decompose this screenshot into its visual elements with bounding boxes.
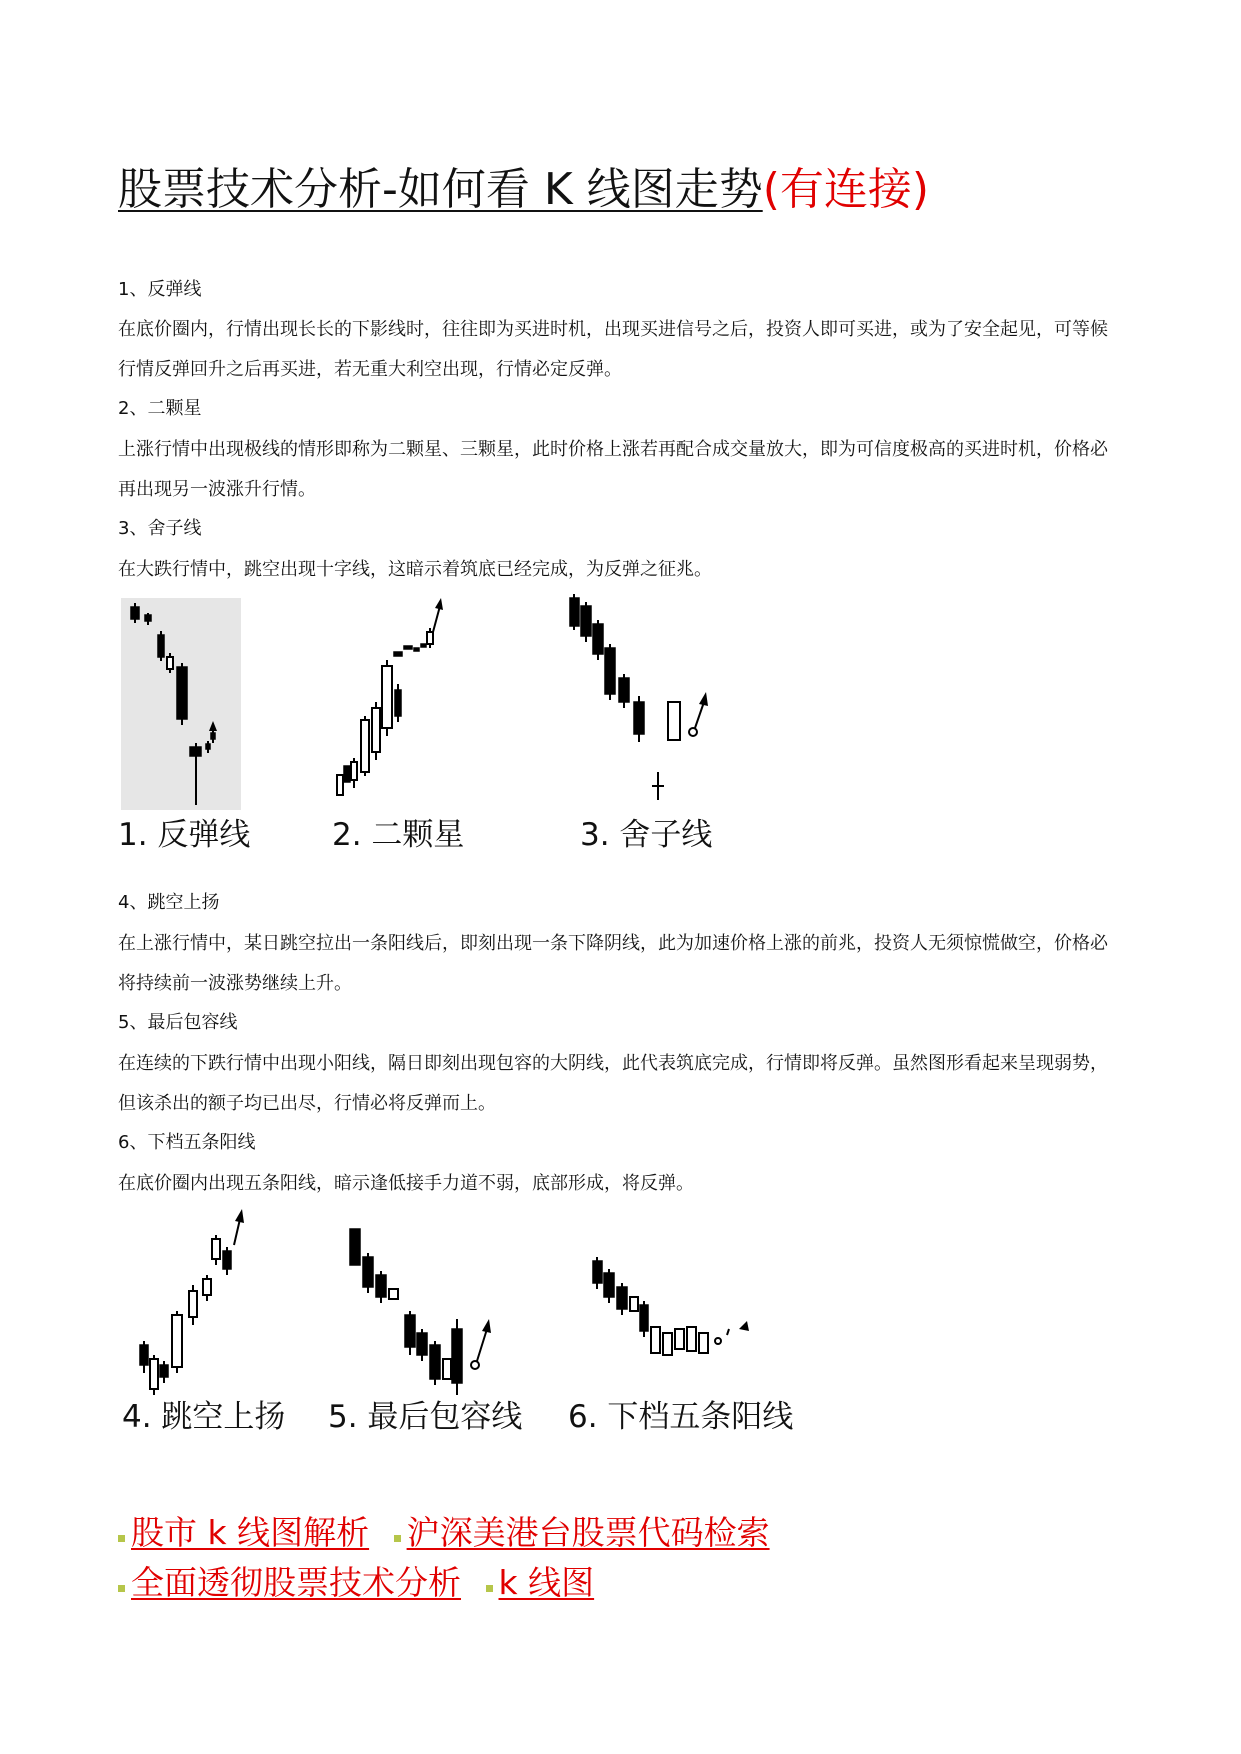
link-kline-analysis[interactable]: 股市 k 线图解析 bbox=[131, 1513, 370, 1552]
candle bbox=[417, 1333, 427, 1355]
candle bbox=[145, 615, 151, 621]
section-heading-2: 2、二颗星 bbox=[118, 398, 202, 419]
candle bbox=[452, 1329, 462, 1383]
candle bbox=[395, 690, 401, 716]
figure-caption-4: 4. 跳空上扬 bbox=[122, 1399, 286, 1435]
candle bbox=[427, 632, 433, 644]
candle bbox=[394, 652, 402, 656]
candle bbox=[699, 1333, 708, 1353]
candle bbox=[160, 1365, 168, 1377]
section-heading-6: 6、下档五条阳线 bbox=[118, 1132, 256, 1153]
candle bbox=[668, 702, 680, 740]
bullet-icon bbox=[486, 1585, 493, 1592]
candle bbox=[675, 1329, 684, 1349]
figure-gap-up bbox=[130, 1205, 260, 1405]
link-item bbox=[486, 1558, 595, 1608]
figure-caption-5: 5. 最后包容线 bbox=[328, 1399, 523, 1435]
figure-caption-6: 6. 下档五条阳线 bbox=[568, 1399, 794, 1435]
section-heading-3: 3、舍子线 bbox=[118, 518, 202, 539]
figure-two-stars bbox=[330, 590, 460, 810]
candle bbox=[177, 667, 187, 719]
link-item bbox=[394, 1508, 770, 1558]
candle bbox=[382, 666, 392, 728]
candle bbox=[131, 607, 139, 619]
section-text-1: 在底价圈内，行情出现长长的下影线时，往往即为买进时机，出现买进信号之后，投资人即可买进，或为了安全起见，可等候行情反弹回升之后再买进，若无重大利空出现，行情必定反弹。 bbox=[118, 319, 1108, 380]
candle bbox=[372, 708, 380, 752]
candle bbox=[651, 1327, 660, 1353]
candle bbox=[619, 678, 629, 702]
section-text-2: 上涨行情中出现极线的情形即称为二颗星、三颗星，此时价格上涨若再配合成交量放大，即为可信度极高的买进时机，价格必再出现另一波涨升行情。 bbox=[118, 439, 1108, 500]
figure-last-engulfing bbox=[340, 1205, 520, 1405]
link-stock-code-search[interactable]: 沪深美港台股票代码检索 bbox=[406, 1513, 770, 1552]
figure-caption-1: 1. 反弹线 bbox=[118, 817, 251, 853]
candle bbox=[206, 744, 210, 749]
candle bbox=[405, 1315, 415, 1347]
section-heading-5: 5、最后包容线 bbox=[118, 1012, 238, 1033]
candle bbox=[189, 1291, 197, 1317]
bullet-icon bbox=[118, 1585, 125, 1592]
candle bbox=[640, 1305, 648, 1331]
page-title bbox=[118, 162, 929, 218]
candle bbox=[337, 775, 343, 795]
page-title-main: 股票技术分析-如何看 K 线图走势 bbox=[118, 164, 763, 215]
section-text-5: 在连续的下跌行情中出现小阳线，隔日即刻出现包容的大阴线，此代表筑底完成，行情即将反弹。虽然图形看起来呈现弱势，但该杀出的额子均已出尽，行情必将反弹而上。 bbox=[118, 1053, 1108, 1114]
candle bbox=[404, 646, 412, 649]
candle bbox=[593, 624, 603, 654]
candle bbox=[389, 1289, 398, 1299]
candle bbox=[581, 606, 591, 636]
candle bbox=[167, 657, 173, 669]
candle bbox=[443, 1359, 451, 1379]
candle bbox=[203, 1279, 211, 1295]
candle bbox=[430, 1345, 440, 1379]
candle bbox=[663, 1333, 672, 1355]
candle bbox=[570, 598, 579, 626]
candle bbox=[351, 762, 357, 780]
link-item bbox=[118, 1558, 461, 1608]
candle bbox=[344, 766, 350, 782]
candle bbox=[604, 1273, 614, 1297]
candle bbox=[140, 1345, 148, 1365]
bullet-icon bbox=[394, 1535, 401, 1542]
candle bbox=[172, 1315, 182, 1367]
link-item bbox=[118, 1508, 369, 1558]
page-title-note: (有连接) bbox=[762, 164, 930, 215]
link-technical-analysis[interactable]: 全面透彻股票技术分析 bbox=[131, 1563, 461, 1602]
candle bbox=[211, 733, 215, 739]
candle bbox=[617, 1287, 627, 1309]
candle bbox=[414, 648, 419, 651]
candle bbox=[605, 648, 615, 694]
section-heading-1: 1、反弹线 bbox=[118, 279, 202, 300]
candle bbox=[150, 1359, 158, 1389]
section-text-4: 在上涨行情中，某日跳空拉出一条阳线后，即刻出现一条下降阴线，此为加速价格上涨的前兆，投资人无须惊慌做空，价格必将持续前一波涨势继续上升。 bbox=[118, 933, 1108, 994]
section-text-6: 在底价圈内出现五条阳线，暗示逢低接手力道不弱，底部形成，将反弹。 bbox=[118, 1173, 694, 1194]
figure-abandoned-baby bbox=[562, 590, 722, 810]
candle bbox=[212, 1239, 220, 1259]
section-text-3: 在大跌行情中，跳空出现十字线，这暗示着筑底已经完成，为反弹之征兆。 bbox=[118, 559, 712, 580]
link-kline-chart[interactable]: k 线图 bbox=[498, 1563, 595, 1602]
candle bbox=[687, 1327, 696, 1351]
section-heading-4: 4、跳空上扬 bbox=[118, 892, 220, 913]
candle bbox=[376, 1275, 386, 1297]
related-links bbox=[118, 1508, 1138, 1608]
candle bbox=[190, 747, 201, 756]
figure-rebound-line bbox=[118, 595, 248, 813]
candle bbox=[158, 635, 164, 657]
candle bbox=[223, 1251, 231, 1269]
figure-caption-3: 3. 舍子线 bbox=[580, 817, 713, 853]
candle bbox=[350, 1229, 360, 1265]
candle bbox=[363, 1257, 373, 1287]
figure-five-bullish-lines bbox=[585, 1205, 785, 1405]
candle bbox=[630, 1297, 638, 1311]
candle bbox=[421, 644, 426, 647]
candle bbox=[634, 702, 644, 734]
candle bbox=[361, 720, 369, 772]
figure-caption-2: 2. 二颗星 bbox=[332, 817, 465, 853]
candle bbox=[593, 1261, 602, 1283]
bullet-icon bbox=[118, 1535, 125, 1542]
